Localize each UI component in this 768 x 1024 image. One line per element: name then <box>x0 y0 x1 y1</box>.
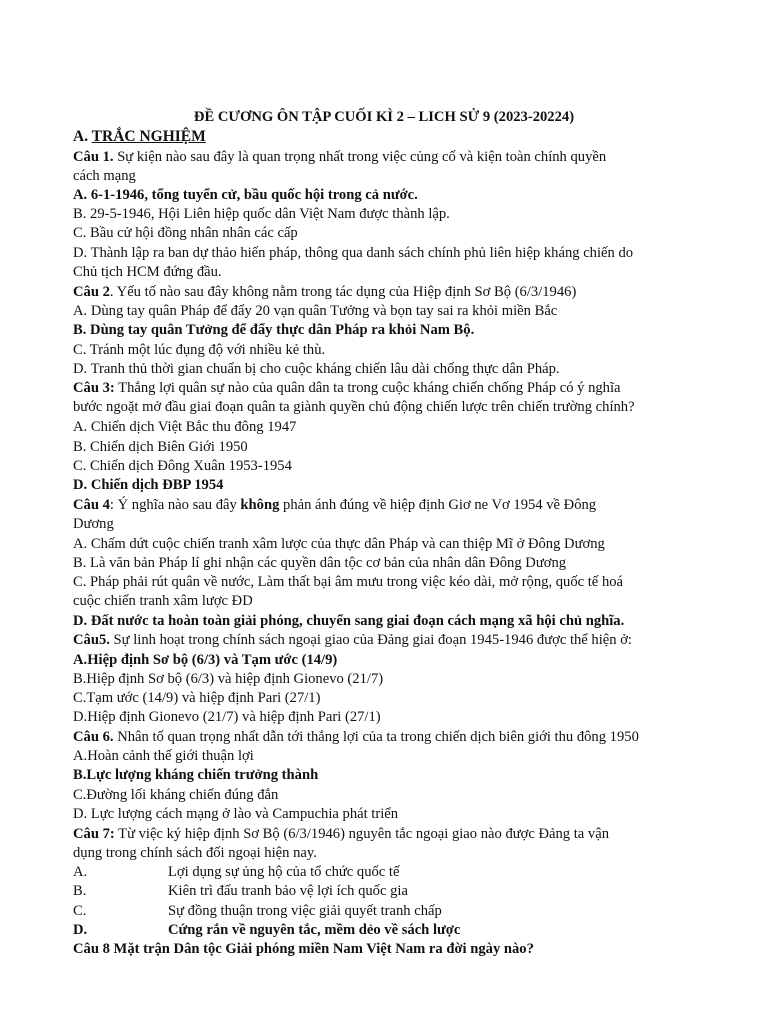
section-heading <box>73 127 206 146</box>
question-7-answer-c <box>73 902 442 921</box>
question-2-answer-b: B. Dùng tay quân Tưởng để đẩy thực dân Pháp ra khỏi Nam Bộ. <box>73 322 475 338</box>
section-name: TRẮC NGHIỆM <box>91 128 206 145</box>
question-2 <box>73 283 576 302</box>
question-3-answer-d: D. Chiến dịch ĐBP 1954 <box>73 477 224 493</box>
question-4-keyword: không <box>240 497 280 513</box>
question-1-text-cont: cách mạng <box>73 168 136 184</box>
question-1-label: Câu 1. <box>73 149 114 165</box>
question-5 <box>73 631 632 650</box>
question-7-answer-b <box>73 882 408 901</box>
question-1 <box>73 148 606 167</box>
answer-letter: C. <box>73 903 87 919</box>
question-7 <box>73 825 609 844</box>
question-7-text-cont: dụng trong chính sách đối ngoại hiện nay. <box>73 845 317 861</box>
question-1-answer-d: D. Thành lập ra ban dự thảo hiến pháp, thông qua danh sách chính phủ liên hiệp kháng chiến do <box>73 245 634 261</box>
question-3-text: Thắng lợi quân sự nào của quân dân ta trong cuộc kháng chiến chống Pháp có ý nghĩa <box>114 380 621 396</box>
question-4 <box>73 496 596 515</box>
answer-text: Sự đồng thuận trong việc giải quyết tranh chấp <box>168 903 442 919</box>
question-3-answer-b: B. Chiến dịch Biên Giới 1950 <box>73 439 248 455</box>
question-5-answer-b: B.Hiệp định Sơ bộ (6/3) và hiệp định Gionevo (21/7) <box>73 671 384 687</box>
question-7-answer-d <box>73 921 460 940</box>
question-3-label: Câu 3: <box>73 380 115 396</box>
question-2-label: Câu 2 <box>73 284 110 300</box>
answer-letter: D. <box>73 922 88 938</box>
question-7-answer-a <box>73 863 399 882</box>
question-6-answer-b: B.Lực lượng kháng chiến trưởng thành <box>73 767 319 783</box>
question-5-answer-a: A.Hiệp định Sơ bộ (6/3) và Tạm ước (14/9) <box>73 652 338 668</box>
question-6-answer-d: D. Lực lượng cách mạng ở lào và Campuchia phát triển <box>73 806 399 822</box>
answer-text: Lợi dụng sự ủng hộ của tổ chức quốc tế <box>168 864 400 880</box>
question-5-answer-d: D.Hiệp định Gionevo (21/7) và hiệp định Pari (27/1) <box>73 709 381 725</box>
question-5-label: Câu5. <box>73 632 110 648</box>
question-1-answer-d-cont: Chủ tịch HCM đứng đầu. <box>73 264 222 280</box>
question-3 <box>73 379 621 398</box>
question-4-answer-c-cont: cuộc chiến tranh xâm lược ĐD <box>73 593 253 609</box>
question-1-answer-b: B. 29-5-1946, Hội Liên hiệp quốc dân Việt Nam được thành lập. <box>73 206 450 222</box>
question-1-answer-a: A. 6-1-1946, tổng tuyển cử, bầu quốc hội trong cả nước. <box>73 187 418 203</box>
question-6-answer-a: A.Hoàn cảnh thế giới thuận lợi <box>73 748 254 764</box>
question-7-label: Câu 7: <box>73 826 115 842</box>
section-prefix: A. <box>73 128 92 145</box>
question-4-text-pre: : Ý nghĩa nào sau đây <box>109 497 241 513</box>
question-6 <box>73 728 639 747</box>
question-2-text: . Yếu tố nào sau đây không nằm trong tác dụng của Hiệp định Sơ Bộ (6/3/1946) <box>109 284 577 300</box>
question-4-answer-b: B. Là văn bản Pháp lí ghi nhận các quyền dân tộc cơ bản của nhân dân Đông Dương <box>73 555 567 571</box>
question-5-answer-c: C.Tạm ước (14/9) và hiệp định Pari (27/1) <box>73 690 321 706</box>
document-title: ĐỀ CƯƠNG ÔN TẬP CUỐI KÌ 2 – LICH SỬ 9 (2023-20224) <box>193 109 575 125</box>
question-4-answer-a: A. Chấm dứt cuộc chiến tranh xâm lược của thực dân Pháp và can thiệp Mĩ ở Đông Dương <box>73 536 605 552</box>
question-2-answer-c: C. Tránh một lúc đụng độ với nhiều kẻ thù. <box>73 342 326 358</box>
question-3-answer-a: A. Chiến dịch Việt Bắc thu đông 1947 <box>73 419 297 435</box>
answer-letter: A. <box>73 864 88 880</box>
question-3-text-cont: bước ngoặt mở đầu giai đoạn quân ta giành quyền chủ động chiến lược trên chiến trường chính? <box>73 399 635 415</box>
question-1-answer-c: C. Bầu cử hội đồng nhân nhân các cấp <box>73 225 298 241</box>
question-2-answer-d: D. Tranh thủ thời gian chuẩn bị cho cuộc kháng chiến lâu dài chống thực dân Pháp. <box>73 361 560 377</box>
question-8: Câu 8 Mặt trận Dân tộc Giải phóng miền Nam Việt Nam ra đời ngày nào? <box>73 941 534 957</box>
question-4-label: Câu 4 <box>73 497 110 513</box>
question-4-answer-c: C. Pháp phải rút quân về nước, Làm thất bại âm mưu trong việc kéo dài, mở rộng, quốc tế hoá <box>73 574 624 590</box>
question-7-text: Từ việc ký hiệp định Sơ Bộ (6/3/1946) nguyên tắc ngoại giao nào được Đảng ta vận <box>114 826 610 842</box>
question-3-answer-c: C. Chiến dịch Đông Xuân 1953-1954 <box>73 458 292 474</box>
answer-text: Kiên trì đấu tranh bảo vệ lợi ích quốc gia <box>168 883 408 899</box>
answer-letter: B. <box>73 883 87 899</box>
question-2-answer-a: A. Dùng tay quân Pháp để đẩy 20 vạn quân Tưởng và bọn tay sai ra khỏi miền Bắc <box>73 303 558 319</box>
question-5-text: Sự linh hoạt trong chính sách ngoại giao của Đảng giai đoạn 1945-1946 được thể hiện ở: <box>109 632 632 648</box>
question-4-text-cont: Dương <box>73 516 114 532</box>
question-4-text-post: phản ánh đúng về hiệp định Giơ ne Vơ 1954 về Đông <box>279 497 597 513</box>
question-6-text: Nhân tố quan trọng nhất dẫn tới thắng lợi của ta trong chiến dịch biên giới thu đông 1950 <box>113 729 639 745</box>
question-4-answer-d: D. Đất nước ta hoàn toàn giải phóng, chuyển sang giai đoạn cách mạng xã hội chủ nghĩa. <box>73 613 625 629</box>
question-6-label: Câu 6. <box>73 729 114 745</box>
question-6-answer-c: C.Đường lối kháng chiến đúng đắn <box>73 787 279 803</box>
answer-text: Cứng rắn về nguyên tắc, mềm dẻo về sách lược <box>168 922 461 938</box>
question-1-text: Sự kiện nào sau đây là quan trọng nhất trong việc củng cố và kiện toàn chính quyền <box>113 149 607 165</box>
